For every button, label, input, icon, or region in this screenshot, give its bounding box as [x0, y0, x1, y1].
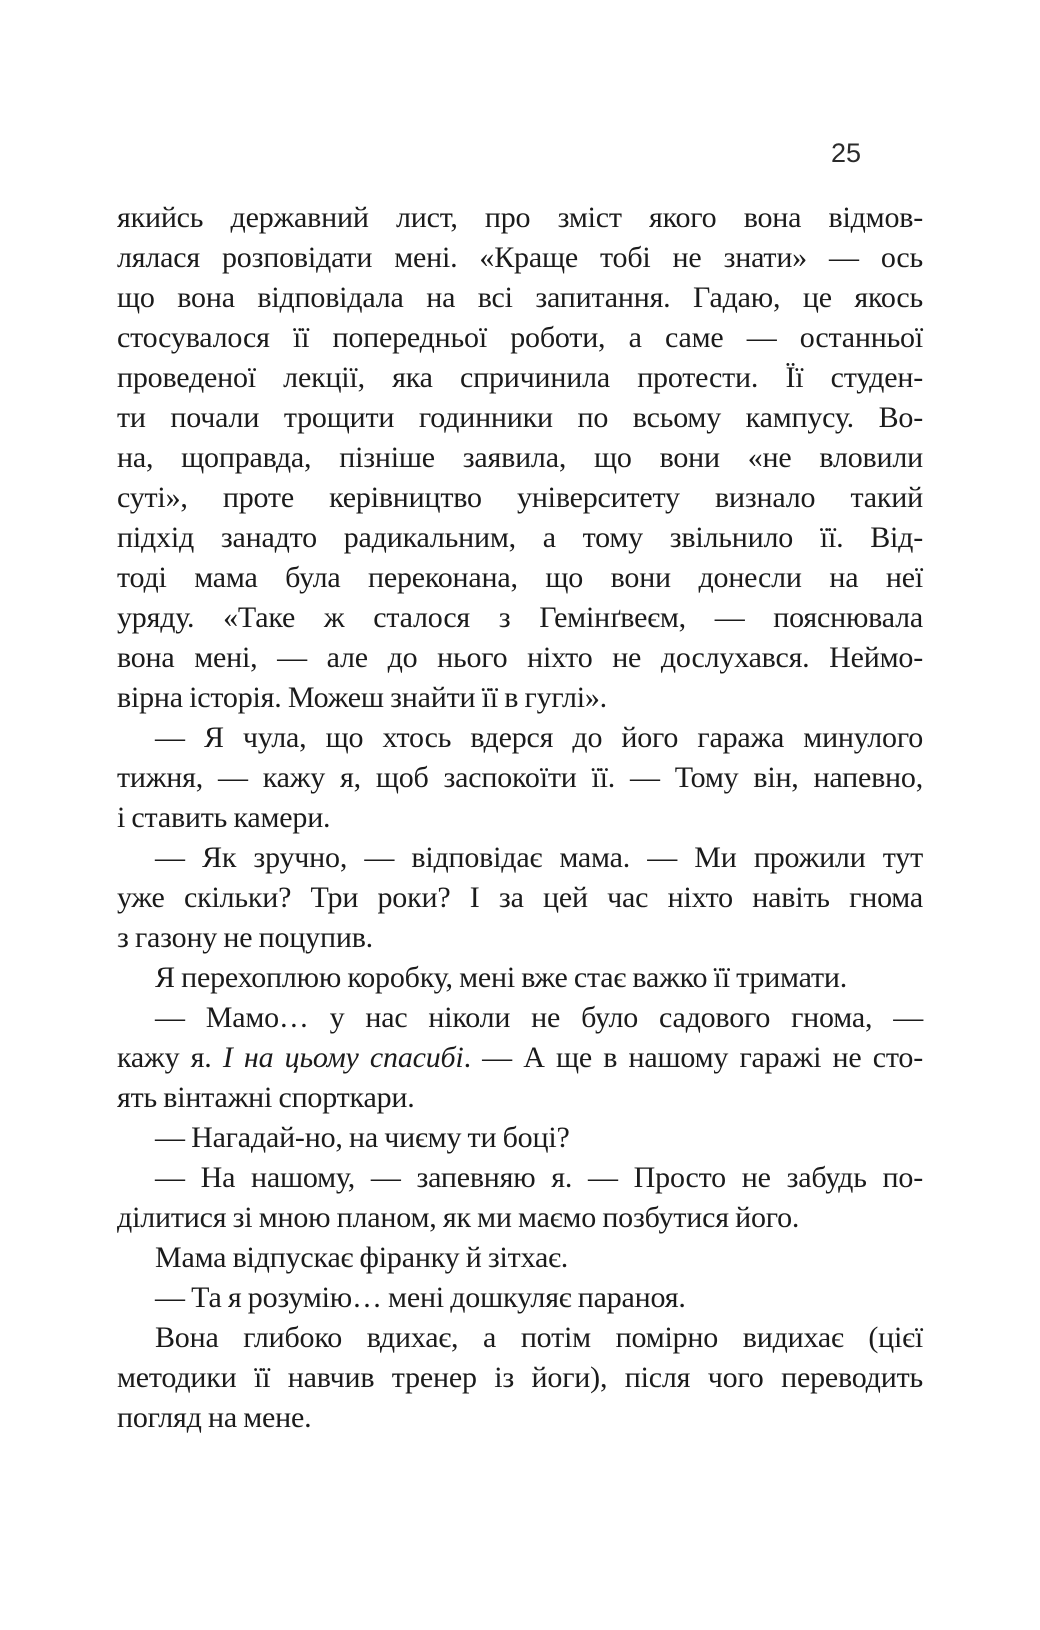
text-line: що вона відповідала на всі запитання. Гадаю, це якось [117, 281, 923, 314]
text-line: уже скільки? Три роки? І за цей час ніхто навіть гнома [117, 881, 923, 914]
text-line: ять вінтажні спорткари. [117, 1081, 415, 1114]
text-block [117, 198, 923, 1438]
text-line: — Я чула, що хтось вдерся до його гаража минулого [155, 721, 923, 754]
paragraph [117, 1158, 923, 1238]
text-line: Я перехоплюю коробку, мені вже стає важко її тримати. [155, 961, 848, 994]
text-line: — Нагадай-но, на чиєму ти боці? [155, 1121, 570, 1154]
text-line: ділитися зі мною планом, як ми маємо позбутися його. [117, 1201, 800, 1234]
text-line: з газону не поцупив. [117, 921, 373, 954]
paragraph [117, 998, 923, 1118]
text-line: і ставить камери. [117, 801, 331, 834]
paragraph [117, 718, 923, 838]
paragraph [117, 1118, 923, 1158]
text-line: тижня, — кажу я, щоб заспокоїти її. — Тому він, напевно, [117, 761, 923, 794]
text-line: методики її навчив тренер із йоги), після чого переводить [117, 1361, 923, 1394]
text-line: вірна історія. Можеш знайти її в гуглі». [117, 681, 607, 714]
paragraph [117, 958, 923, 998]
text-line: стосувалося її попередньої роботи, а саме — останньої [117, 321, 923, 354]
text-line: — Мамо… у нас ніколи не було садового гнома, — [155, 1001, 923, 1034]
text-line: Вона глибоко вдихає, а потім помірно видихає (цієї [155, 1321, 923, 1354]
text-segment: . — А ще в нашому гаражі не сто- [463, 1041, 923, 1074]
text-line: на, щоправда, пізніше заявила, що вони «не вловили [117, 441, 923, 474]
page-number: 25 [830, 138, 862, 168]
text-line: якийсь державний лист, про зміст якого вона відмов- [117, 201, 923, 234]
text-line: — Як зручно, — відповідає мама. — Ми прожили тут [155, 841, 923, 874]
text-line: підхід занадто радикальним, а тому звільнило її. Від- [117, 521, 923, 554]
paragraph [117, 1278, 923, 1318]
text-line: вона мені, — але до нього ніхто не дослухався. Неймо- [117, 641, 923, 674]
text-line: проведеної лекції, яка спричинила протести. Її студен- [117, 361, 923, 394]
text-line: Мама відпускає фіранку й зітхає. [155, 1241, 569, 1274]
text-line: — На нашому, — запевняю я. — Просто не забудь по- [155, 1161, 923, 1194]
text-line: погляд на мене. [117, 1401, 312, 1434]
text-line: уряду. «Таке ж сталося з Гемінґвеєм, — пояснювала [117, 601, 923, 634]
paragraph [117, 1238, 923, 1278]
paragraph [117, 198, 923, 718]
italic-phrase: І на цьому спасибі [222, 1041, 464, 1074]
text-line: лялася розповідати мені. «Краще тобі не знати» — ось [117, 241, 923, 274]
text-line: ти почали трощити годинники по всьому кампусу. Во- [117, 401, 923, 434]
text-line: тоді мама була переконана, що вони донесли на неї [117, 561, 923, 594]
text-line: суті», проте керівництво університету визнало такий [117, 481, 923, 514]
paragraph [117, 838, 923, 958]
text-segment: кажу я. [117, 1041, 223, 1074]
paragraph [117, 1318, 923, 1438]
text-line: — Та я розумію… мені дошкуляє параноя. [155, 1281, 686, 1314]
text-line [117, 1038, 923, 1078]
